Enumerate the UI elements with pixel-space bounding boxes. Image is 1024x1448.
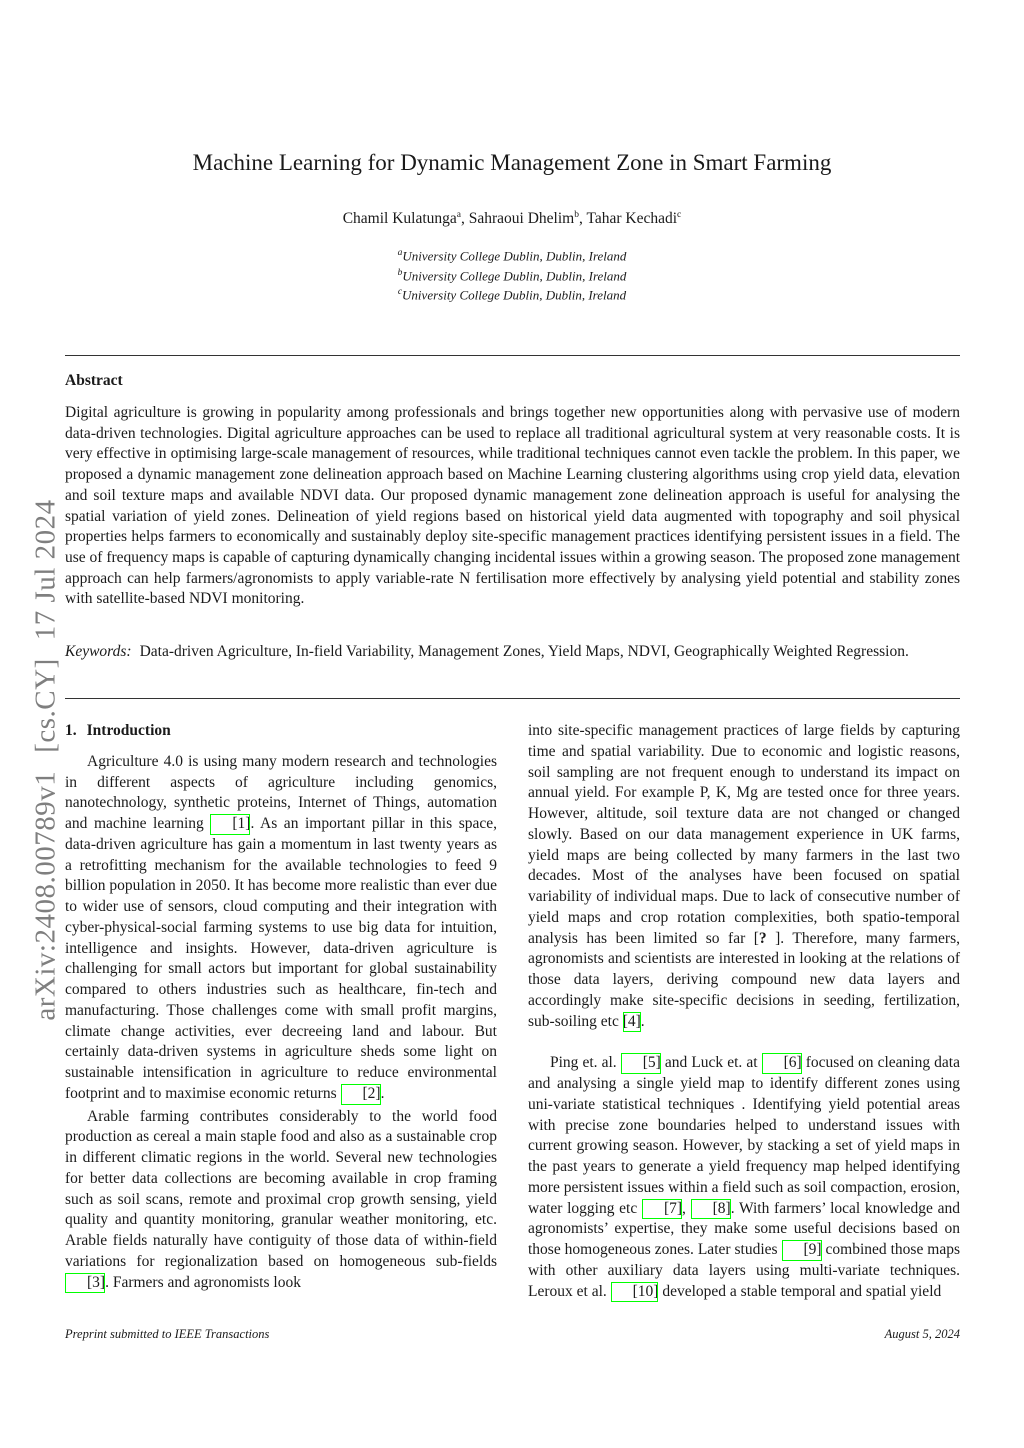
affiliation-list [0, 245, 1024, 304]
keywords [65, 642, 960, 663]
intro-paragraph-2-continued: into site-specific management practices of large fields by capturing time and spatial variability. Due to economic and logistic reasons, soil sampling are not frequent enough to understand its impact on annual yield. For example P, K, Mg are tested once for three years. However, altitude, soil texture data are not changed or changed slowly. Based on our data management experience in UK farms, yield maps are being collected by many farmers in the last two decades. Most of the analyses have been focused on spatial variability of individual maps. Due to lack of consecutive number of yield maps and crop rotation complexities, both spatio-temporal analysis has been limited so far [? ]. Therefore, many farmers, agronomists and scientists are interested in looking at the relations of those data layers, deriving compound new data layers and accordingly make site-specific decisions in seeding, fertilization, sub-soiling etc [4]. [528, 721, 960, 1032]
section-number: 1. [65, 722, 77, 739]
author: Sahraoui Dhelim$^b$, [468, 210, 587, 228]
right-column [528, 721, 960, 1302]
arxiv-id[interactable]: arXiv:2408.00789v1 [29, 770, 62, 1021]
split-text: . Farmers and agronomists look [105, 1273, 301, 1291]
abstract-bottom-rule [65, 698, 960, 699]
paper-title: Machine Learning for Dynamic Management Zone in Smart Farming [192, 150, 832, 175]
footer-preprint-note: Preprint submitted to IEEE Transactions [65, 1327, 270, 1341]
footer-date: August 5, 2024 [884, 1327, 960, 1341]
affiliation: $^c$University College Dublin, Dublin, Ireland [397, 287, 627, 303]
author: Tahar Kechadi$^c$ [586, 210, 682, 228]
abstract-heading: Abstract [65, 372, 123, 389]
author: Chamil Kulatunga$^a$, [342, 210, 469, 228]
arxiv-date: 17 Jul 2024 [29, 499, 62, 641]
citation-link[interactable]: [7] [642, 1199, 682, 1220]
abstract-text: Digital agriculture is growing in popularity among professionals and brings together new opportunities along with pervasive use of modern data-driven technologies. Digital agriculture approaches can be used to replace all traditional agricultural system at very reasonable costs. It is very effective in optimising large-scale management of resources, while traditional techniques cannot even tackle the problem. In this paper, we proposed a dynamic management zone delineation approach based on Machine Learning clustering algorithms using crop yield data, elevation and soil texture maps and available NDVI data. Our proposed dynamic management zone delineation approach is useful for analysing the spatial variation of yield zones. Delineation of yield regions based on historical yield data augmented with topography and soil physical properties helps farmers to economically and sustainably deploy site-specific management practices identifying persistent issues in a field. The use of frequency maps is capable of capturing dynamically changing incidental issues within a growing season. The proposed zone management approach can help farmers/agronomists to apply variable-rate N fertilisation more effectively by analysing yield potential and stability zones with satellite-based NDVI monitoring. [65, 404, 961, 608]
citation-link[interactable]: [6] [762, 1053, 802, 1074]
citation-link[interactable]: [8] [691, 1199, 731, 1220]
citation-link[interactable]: [3] [65, 1273, 105, 1294]
arxiv-stamp-text [30, 499, 63, 1020]
intro-paragraph-2: Arable farming contributes considerably to the world food production as cereal a main staple food and also as a sustainable crop in different climatic regions in the world. Several new technologies for better data collections are becoming available in crop framing such as soil scans, remote and proximal crop growth sensing, yield quality and quantity monitoring, granular weather monitoring, etc. Arable fields naturally have contiguity of those data of within-field variations for regionalization based on homogeneous sub-fields [3]. Farmers and agronomists look [65, 1107, 497, 1294]
intro-paragraph-3: Ping et. al. [5] and Luck et. at [6] focused on cleaning data and analysing a single yield map to identify different zones using uni-variate statistical techniques . Identifying yield potential areas with precise zone boundaries helped to understand issues with current growing season. However, by stacking a set of yield maps in the past years to generate a yield frequency map helped identifying more persistent issues within a field such as soil compaction, erosion, water logging etc [7], [8]. With farmers’ local knowledge and agronomists’ expertise, they make some useful decisions based on those homogeneous zones. Later studies [9] combined those maps with other auxiliary data layers using multi-variate techniques. Leroux et al. [10] developed a stable temporal and spatial yield [528, 1053, 960, 1302]
citation-link[interactable]: [4] [623, 1012, 641, 1033]
citation-link[interactable]: [9] [782, 1240, 822, 1261]
keywords-text: Data-driven Agriculture, In-field Variability, Management Zones, Yield Maps, NDVI, Geographically Weighted Regression. [139, 643, 909, 660]
affiliation: $^a$University College Dublin, Dublin, Ireland [397, 248, 627, 264]
missing-citation: ? [758, 929, 767, 947]
intro-paragraph-1: Agriculture 4.0 is using many modern research and technologies in different aspects of agriculture including genomics, nanotechnology, synthetic proteins, Internet of Things, automation and machine learning [1]. As an important pillar in this space, data-driven agriculture has gain a momentum in last twenty years as a retrofitting mechanism for the available technologies to feed 9 billion population in 2050. It has become more realistic than ever due to wider use of sensors, cloud computing and their integration with cyber-physical-social farming systems to use big data for intuition, intelligence and insights. However, data-driven agriculture is challenging for small actors but important for global sustainability compared to others industries such as healthcare, fin-tech and manufacturing. Those challenges come with small profit margins, climate change activities, ever decreeing land and labour. But certainly data-driven systems in agriculture sheds some light on sustainable intensification in agriculture to reduce environmental footprint and to maximise economic returns [2]. [65, 752, 497, 1105]
affiliation: $^b$University College Dublin, Dublin, Ireland [397, 267, 627, 283]
left-column [65, 721, 497, 1293]
citation-link[interactable]: [5] [621, 1053, 661, 1074]
citation-link[interactable]: [10] [611, 1282, 659, 1303]
citation-link[interactable]: [2] [341, 1084, 381, 1105]
continued-text: into site-specific management practices of large fields by capturing time and spatial variability. Due to economic and logistic reasons, soil sampling are not frequent enough to understand its impact on annual yield. For example P, K, Mg are tested once for three years. However, altitude, soil texture data are not changed or changed slowly. Based on our data management experience in UK farms, yield maps are being collected by many farmers in the last two decades. Most of the analyses have been focused on spatial variability of individual maps. Due to lack of consecutive number of yield maps and crop rotation complexities, both spatio-temporal analysis has been limited so far [ [528, 722, 960, 947]
section-title: Introduction [86, 722, 171, 739]
citation-link[interactable]: [1] [210, 814, 250, 835]
keywords-label: Keywords: [65, 643, 132, 660]
section-heading-introduction [65, 721, 497, 742]
abstract-top-rule [65, 355, 960, 356]
author-list [0, 210, 1024, 228]
arxiv-category[interactable]: [cs.CY] [29, 658, 62, 753]
